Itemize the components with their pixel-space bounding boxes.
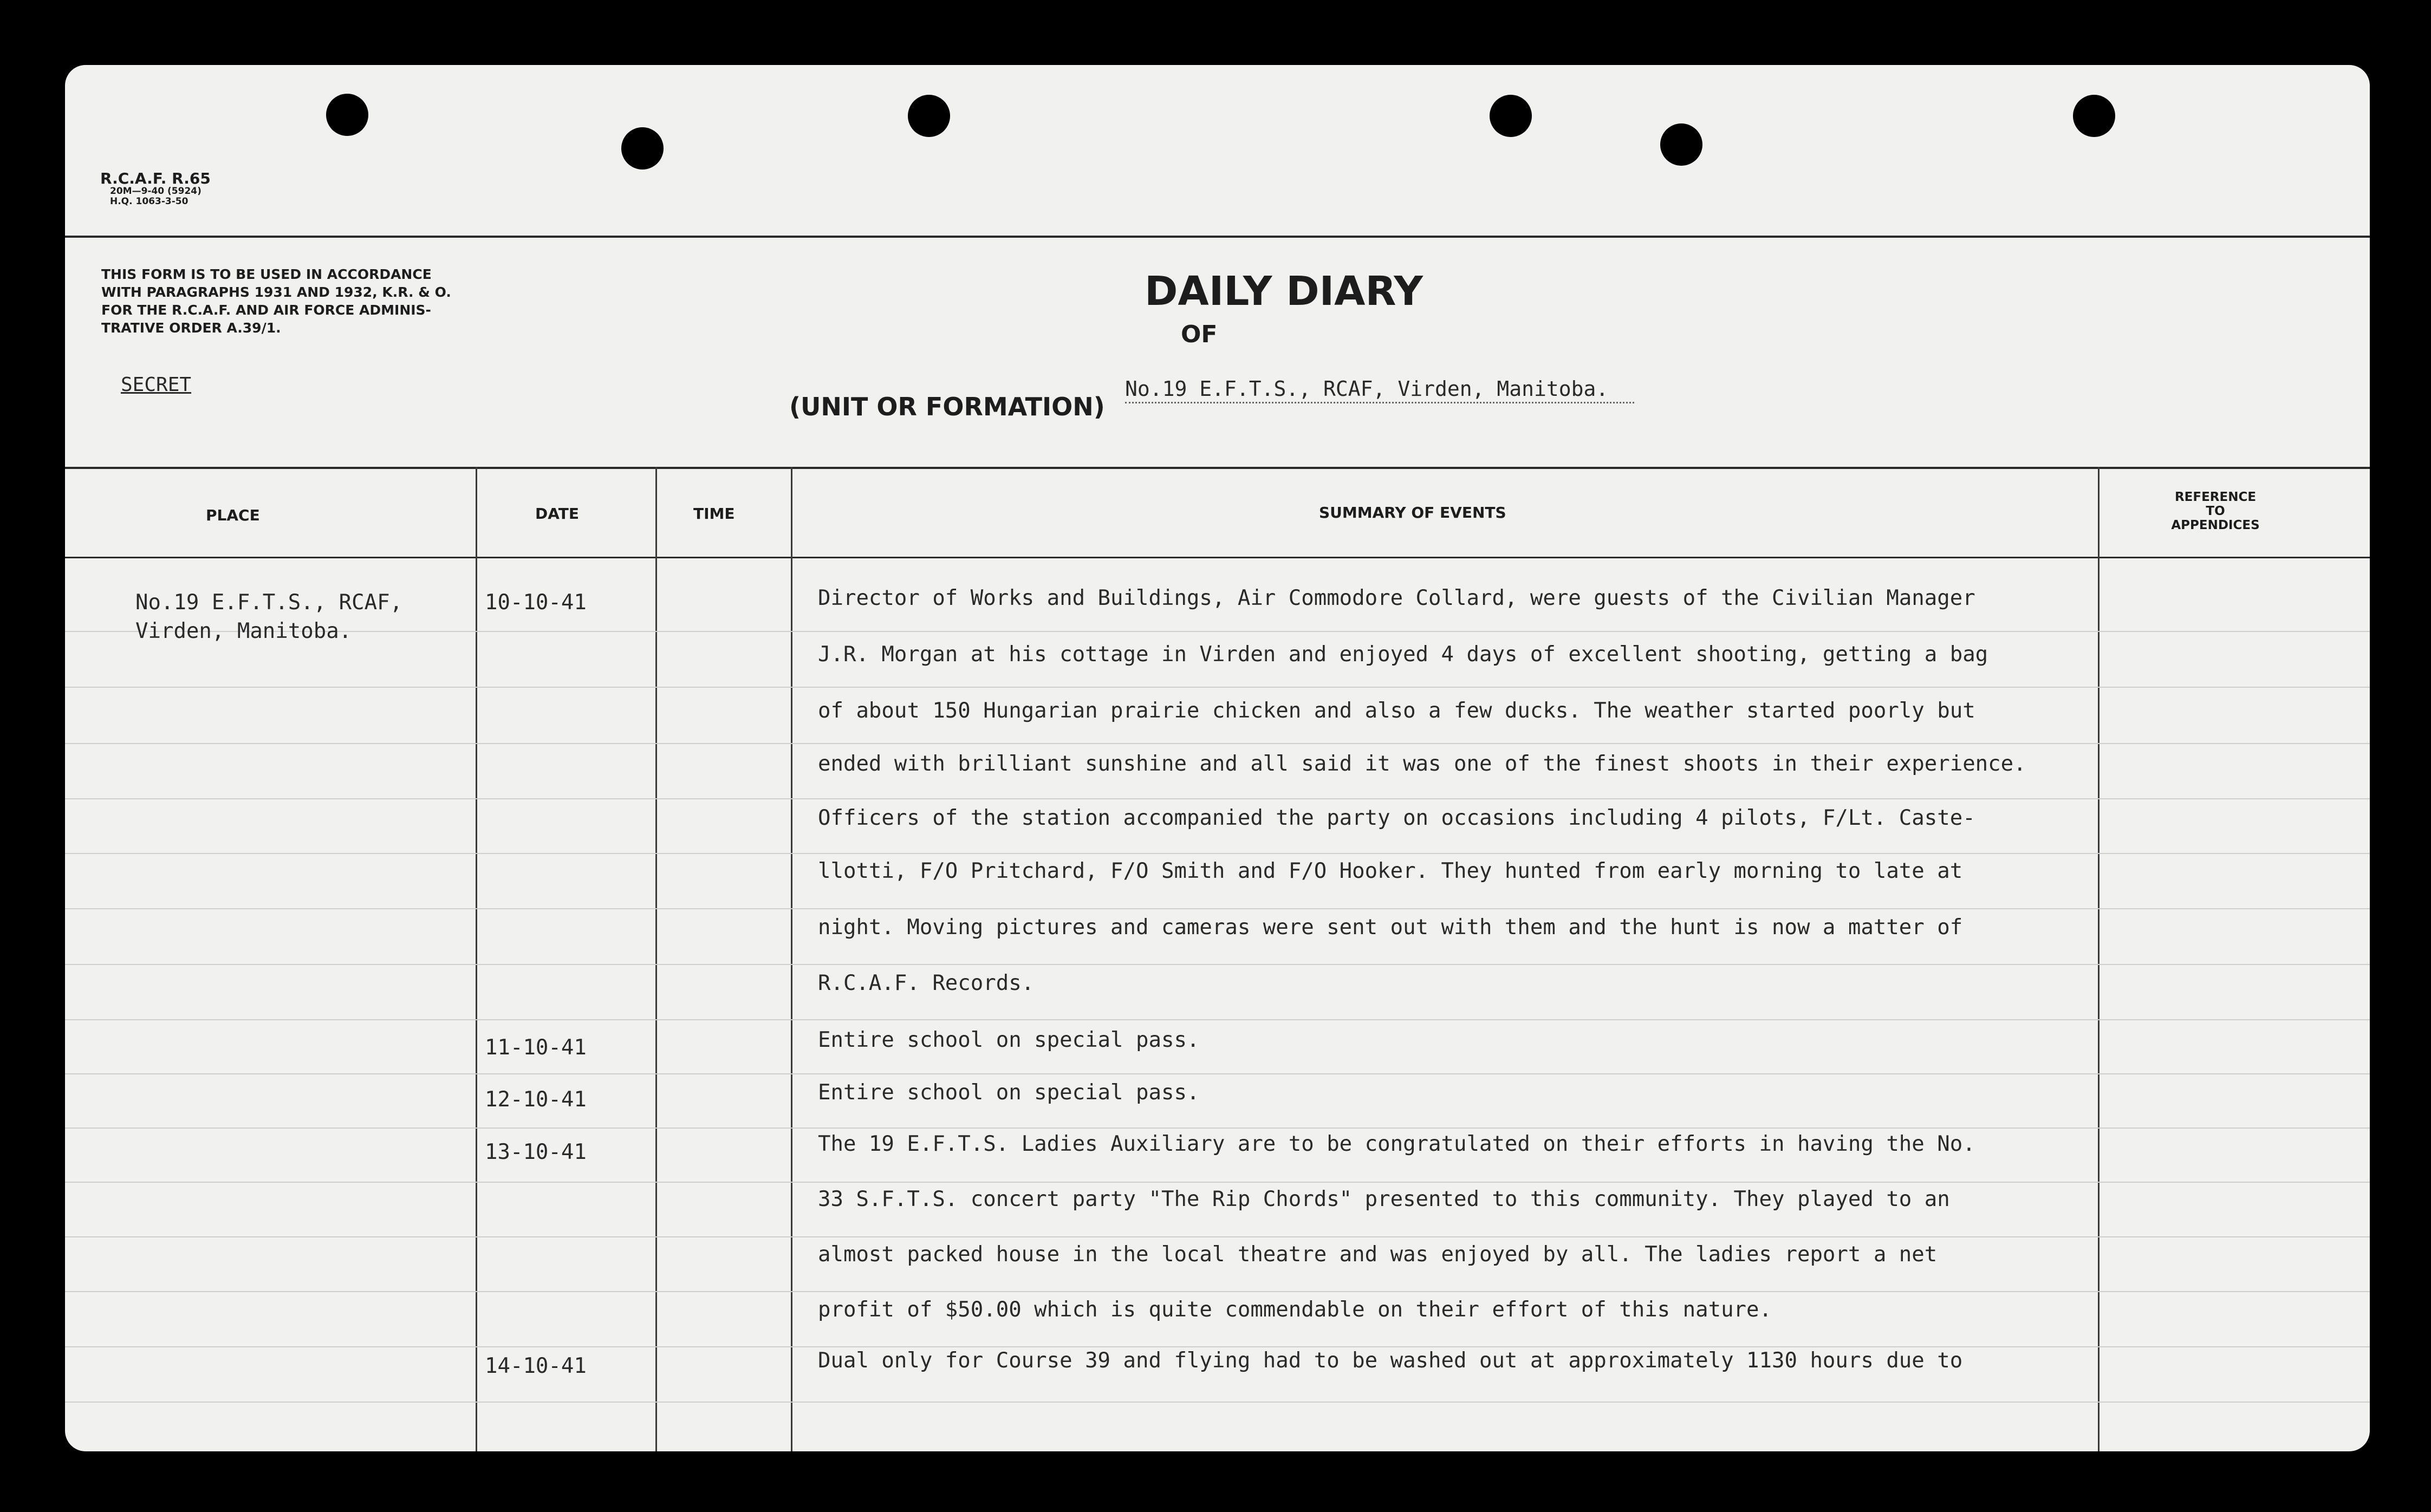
place-entry: Virden, Manitoba. [135,619,352,643]
column-divider [655,467,657,1451]
event-line: night. Moving pictures and cameras were sent out with them and the hunt is now a matter of [818,915,1963,940]
column-header-time: TIME [693,505,735,523]
date-entry: 13-10-41 [485,1140,587,1164]
ruled-line [65,853,2370,854]
column-header-summary: SUMMARY OF EVENTS [1319,504,1506,522]
event-line: llotti, F/O Pritchard, F/O Smith and F/O Hooker. They hunted from early morning to late at [818,859,1963,883]
unit-value: No.19 E.F.T.S., RCAF, Virden, Manitoba. [1125,377,1634,403]
ruled-line [65,1019,2370,1020]
punch-hole [326,94,368,136]
ruled-line [65,908,2370,909]
ruled-line [65,1291,2370,1292]
column-header-place: PLACE [206,506,260,524]
hq-code: H.Q. 1063-3-50 [110,196,188,207]
event-line: Director of Works and Buildings, Air Commodore Collard, were guests of the Civilian Manager [818,586,1975,610]
event-line: Entire school on special pass. [818,1080,1200,1105]
instruction-line: THIS FORM IS TO BE USED IN ACCORDANCE [101,266,432,282]
form-number: R.C.A.F. R.65 [100,170,211,187]
instruction-line: FOR THE R.C.A.F. AND AIR FORCE ADMINIS- [101,302,431,318]
reference-line: TO [2206,504,2225,518]
date-entry: 11-10-41 [485,1035,587,1060]
ruled-line [65,687,2370,688]
column-divider [476,467,477,1451]
classification-stamp: SECRET [121,374,192,396]
event-line: Officers of the station accompanied the party on occasions including 4 pilots, F/Lt. Caste- [818,806,1975,830]
instruction-line: WITH PARAGRAPHS 1931 AND 1932, K.R. & O. [101,284,451,300]
date-entry: 12-10-41 [485,1087,587,1112]
date-entry: 14-10-41 [485,1354,587,1378]
event-line: Dual only for Course 39 and flying had to be washed out at approximately 1130 hours due to [818,1348,1963,1373]
event-line: of about 150 Hungarian prairie chicken and also a few ducks. The weather started poorly but [818,699,1975,723]
ruled-line [65,1346,2370,1347]
page-title: DAILY DIARY [1145,268,1423,315]
diary-sheet [65,65,2370,1451]
ruled-line [65,1182,2370,1183]
event-line: ended with brilliant sunshine and all said it was one of the finest shoots in their experience. [818,752,2026,776]
table-top-rule [65,467,2370,469]
punch-hole [908,95,950,137]
event-line: Entire school on special pass. [818,1028,1200,1052]
punch-hole [1660,123,1702,166]
column-divider [791,467,792,1451]
ruled-line [65,1236,2370,1237]
reference-line: APPENDICES [2171,518,2260,532]
ruled-line [65,1073,2370,1074]
ruled-line [65,964,2370,965]
event-line: profit of $50.00 which is quite commendable on their effort of this nature. [818,1298,1772,1322]
event-line: J.R. Morgan at his cottage in Virden and enjoyed 4 days of excellent shooting, getting a bag [818,642,1988,667]
form-instructions [101,265,513,337]
table-header-rule [65,557,2370,558]
punch-hole [621,127,664,170]
place-entry: No.19 E.F.T.S., RCAF, [135,590,403,615]
ruled-line [65,631,2370,632]
event-line: almost packed house in the local theatre and was enjoyed by all. The ladies report a net [818,1242,1938,1267]
unit-label: (UNIT OR FORMATION) [789,392,1105,421]
form-number-block [100,171,211,207]
instruction-line: TRATIVE ORDER A.39/1. [101,320,281,336]
ruled-line [65,1128,2370,1129]
ruled-line [65,798,2370,799]
top-rule [65,236,2370,238]
reference-line: REFERENCE [2174,490,2257,504]
column-header-reference [2142,490,2289,532]
column-divider [2098,467,2100,1451]
event-line: 33 S.F.T.S. concert party "The Rip Chords" presented to this community. They played to an [818,1187,1950,1211]
column-header-date: DATE [535,505,579,523]
date-entry: 10-10-41 [485,590,587,615]
event-line: R.C.A.F. Records. [818,971,1035,995]
ruled-line [65,743,2370,744]
punch-hole [2073,95,2115,137]
punch-hole [1490,95,1532,137]
print-code: 20M—9-40 (5924) [110,186,202,197]
ruled-line [65,1402,2370,1403]
title-of: OF [1181,321,1218,348]
event-line: The 19 E.F.T.S. Ladies Auxiliary are to be congratulated on their efforts in having the No. [818,1132,1975,1156]
